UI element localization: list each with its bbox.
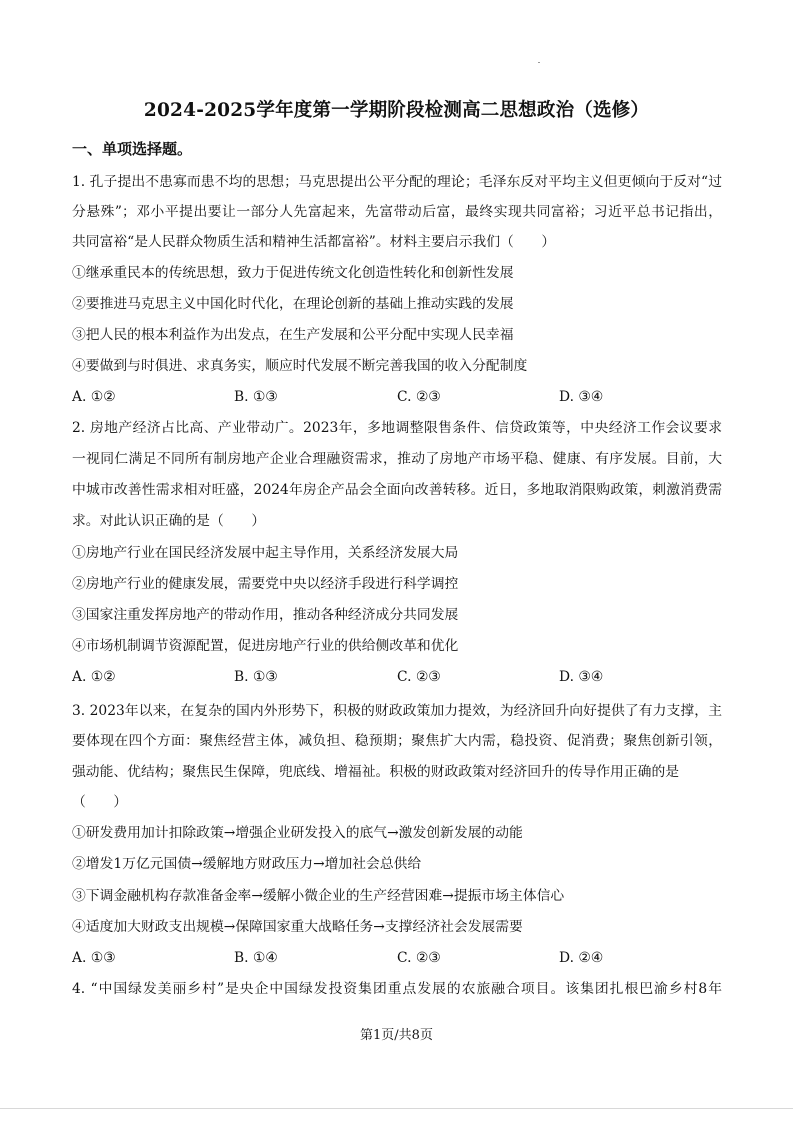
- question-4-line-1: 4. “中国绿发美丽乡村”是央企中国绿发投资集团重点发展的农旅融合项目。该集团扎根巴渝乡村8年: [72, 981, 722, 997]
- question-1-option-a: A. ①②: [72, 389, 116, 405]
- question-2-option-d: D. ③④: [559, 669, 604, 685]
- question-3-line-4: （ ）: [72, 794, 128, 810]
- question-3-statement-1: ①研发费用加计扣除政策→增强企业研发投入的底气→激发创新发展的动能: [72, 825, 523, 841]
- question-1-statement-4: ④要做到与时俱进、求真务实，顺应时代发展不断完善我国的收入分配制度: [72, 358, 528, 374]
- question-3-option-c: C. ②③: [397, 950, 441, 966]
- scan-speck: [538, 62, 540, 63]
- question-1-option-d: D. ③④: [559, 389, 604, 405]
- question-1-line-3: 共同富裕“是人民群众物质生活和精神生活都富裕”。材料主要启示我们（ ）: [72, 234, 556, 250]
- question-3-statement-4: ④适度加大财政支出规模→保障国家重大战略任务→支撑经济社会发展需要: [72, 919, 523, 935]
- page-footer: 第1页/共8页: [360, 1028, 433, 1043]
- question-2-statement-1: ①房地产行业在国民经济发展中起主导作用，关系经济发展大局: [72, 545, 459, 561]
- question-3-statement-3: ③下调金融机构存款准备金率→缓解小微企业的生产经营困难→提振市场主体信心: [72, 888, 565, 904]
- question-1-statement-2: ②要推进马克思主义中国化时代化，在理论创新的基础上推动实践的发展: [72, 296, 514, 312]
- question-3-statement-2: ②增发1万亿元国债→缓解地方财政压力→增加社会总供给: [72, 856, 422, 872]
- question-3-option-d: D. ②④: [559, 950, 604, 966]
- question-2-statement-3: ③国家注重发挥房地产的带动作用，推动各种经济成分共同发展: [72, 607, 459, 623]
- question-3-option-a: A. ①③: [72, 950, 116, 966]
- question-3-line-2: 要体现在四个方面：聚焦经营主体，减负担、稳预期；聚焦扩大内需，稳投资、促消费；聚焦创新引领，: [72, 733, 722, 749]
- question-2-line-1: 2. 房地产经济占比高、产业带动广。2023年，多地调整限售条件、信贷政策等，中央经济工作会议要求: [72, 420, 722, 436]
- question-3-line-1: 3. 2023年以来，在复杂的国内外形势下，积极的财政政策加力提效，为经济回升向好提供了有力支撑，主: [72, 703, 722, 719]
- question-3-line-3: 强动能、优结构；聚焦民生保障，兜底线、增福祉。积极的财政政策对经济回升的传导作用正确的是: [72, 764, 680, 780]
- question-1-option-b: B. ①③: [234, 389, 278, 405]
- section-heading: 一、单项选择题。: [72, 140, 193, 158]
- question-3-option-b: B. ①④: [234, 950, 278, 966]
- page-bottom-rule: [0, 1108, 793, 1109]
- question-1-option-c: C. ②③: [397, 389, 441, 405]
- question-2-statement-2: ②房地产行业的健康发展，需要党中央以经济手段进行科学调控: [72, 576, 459, 592]
- question-1-line-1: 1. 孔子提出不患寡而患不均的思想；马克思提出公平分配的理论；毛泽东反对平均主义但更倾向于反对“过: [72, 174, 722, 190]
- question-2-line-3: 中城市改善性需求相对旺盛，2024年房企产品会全面向改善转移。近日，多地取消限购政策，刺激消费需: [72, 482, 722, 498]
- question-2-option-a: A. ①②: [72, 669, 116, 685]
- question-1-statement-3: ③把人民的根本利益作为出发点，在生产发展和公平分配中实现人民幸福: [72, 327, 514, 343]
- question-1-statement-1: ①继承重民本的传统思想，致力于促进传统文化创造性转化和创新性发展: [72, 265, 514, 281]
- question-1-line-2: 分悬殊”；邓小平提出要让一部分人先富起来，先富带动后富，最终实现共同富裕；习近平总书记指出，: [72, 204, 722, 220]
- question-2-line-4: 求。对此认识正确的是（ ）: [72, 513, 266, 529]
- question-2-option-c: C. ②③: [397, 669, 441, 685]
- question-2-line-2: 一视同仁满足不同所有制房地产企业合理融资需求，推动了房地产市场平稳、健康、有序发展。目前，大: [72, 451, 722, 467]
- question-2-option-b: B. ①③: [234, 669, 278, 685]
- question-2-statement-4: ④市场机制调节资源配置，促进房地产行业的供给侧改革和优化: [72, 638, 459, 654]
- page-title: 2024-2025学年度第一学期阶段检测高二思想政治（选修）: [143, 100, 650, 121]
